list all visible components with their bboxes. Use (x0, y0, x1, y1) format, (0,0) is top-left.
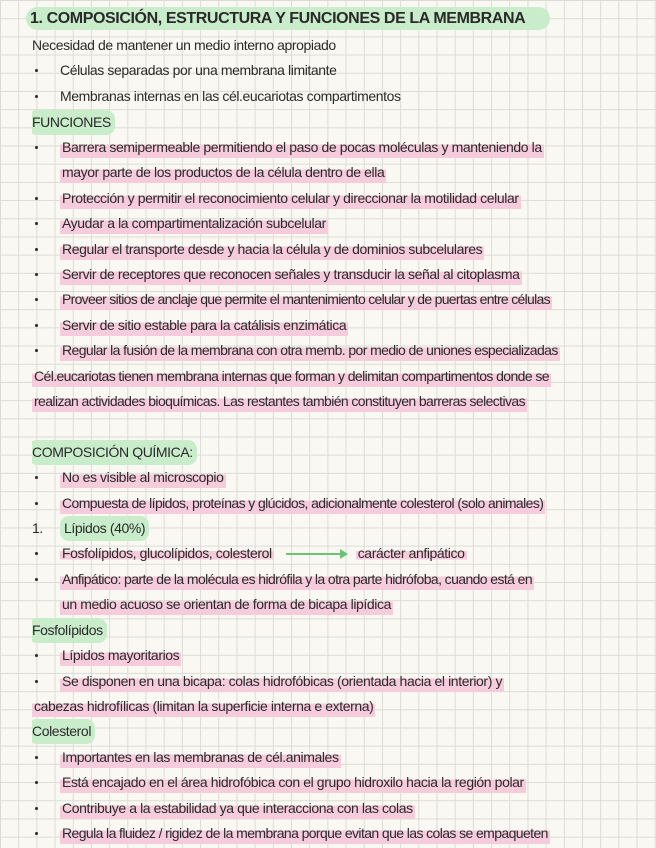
list-item-continuation: un medio acuoso se orientan de forma de bicapa lipídica (32, 592, 650, 617)
list-item: Servir de sitio estable para la catálisis enzimática (32, 313, 650, 338)
list-item: Células separadas por una membrana limitante (60, 62, 337, 78)
arrow-right-icon (286, 549, 348, 559)
summary-line: Cél.eucariotas tienen membrana internas que forman y delimitan compartimentos donde se (32, 364, 650, 389)
fosfolipidos-heading: Fosfolípidos (32, 618, 650, 643)
list-item-continuation: cabezas hidrofílicas (limitan la superficie interna e externa) (32, 694, 650, 719)
list-item: Fosfolípidos, glucolípidos, colesterol carácter anfipático (62, 545, 465, 561)
summary-line: realizan actividades bioquímicas. Las restantes también constituyen barreras selectivas (32, 389, 650, 414)
list-item: Contribuye a la estabilidad ya que interacciona con las colas (32, 796, 650, 821)
list-item: Está encajado en el área hidrofóbica con el grupo hidroxilo hacia la región polar (32, 770, 650, 795)
list-item: Anfipático: parte de la molécula es hidrófila y la otra parte hidrófoba, cuando está en (32, 567, 650, 592)
page-title: 1. COMPOSICIÓN, ESTRUCTURA Y FUNCIONES DE LA MEMBRANA (30, 10, 526, 27)
list-item: Protección y permitir el reconocimiento celular y direccionar la motilidad celular (32, 186, 650, 211)
list-item: Membranas internas en las cél.eucariotas compartimentos (60, 88, 401, 104)
lipidos-heading: 1. Lípidos (40%) (32, 516, 650, 541)
funciones-heading: FUNCIONES (32, 110, 650, 135)
list-item: Compuesta de lípidos, proteínas y glúcidos, adicionalmente colesterol (solo animales) (32, 491, 650, 516)
list-item: No es visible al microscopio (32, 465, 650, 490)
list-item: Servir de receptores que reconocen señales y transducir la señal al citoplasma (32, 262, 650, 287)
list-item: Proveer sitios de anclaje que permite el mantenimiento celular y de puertas entre células (32, 287, 650, 312)
list-item: Lípidos mayoritarios (32, 643, 650, 668)
composicion-heading: COMPOSICIÓN QUÍMICA: (32, 440, 650, 465)
intro-text: Necesidad de mantener un medio interno apropiado (32, 37, 336, 53)
list-item: Regular el transporte desde y hacia la célula y de dominios subcelulares (32, 237, 650, 262)
list-item: Regular la fusión de la membrana con otra memb. por medio de uniones especializadas (32, 338, 650, 363)
list-item: Regula la fluidez / rigidez de la membrana porque evitan que las colas se empaqueten (32, 821, 650, 846)
colesterol-heading: Colesterol (32, 719, 650, 744)
list-item: Se disponen en una bicapa: colas hidrofóbicas (orientada hacia el interior) y (32, 669, 650, 694)
list-item-continuation: mayor parte de los productos de la célula dentro de ella (32, 160, 650, 185)
list-item: Importantes en las membranas de cél.animales (32, 745, 650, 770)
list-item: Ayudar a la compartimentalización subcelular (32, 211, 650, 236)
list-item: Barrera semipermeable permitiendo el paso de pocas moléculas y manteniendo la (32, 135, 650, 160)
